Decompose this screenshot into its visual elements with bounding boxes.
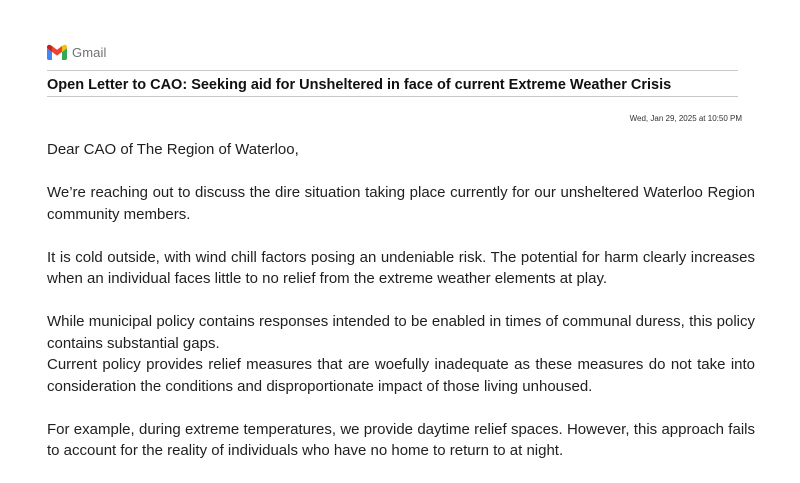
email-body	[47, 139, 755, 483]
email-subject: Open Letter to CAO: Seeking aid for Unsheltered in face of current Extreme Weather Crisis	[47, 77, 672, 93]
email-paragraph: While municipal policy contains responses intended to be enabled in times of communal duress, this policy contains substantial gaps.	[47, 313, 755, 352]
email-paragraph: It is cold outside, with wind chill factors posing an undeniable risk. The potential for harm clearly increases when an individual faces little to no relief from the extreme weather elements at play.	[47, 248, 755, 287]
app-name: Gmail	[72, 44, 107, 60]
gmail-m-logo-icon	[47, 45, 67, 60]
gmail-header	[47, 42, 106, 62]
header-divider-bottom	[47, 96, 738, 97]
email-paragraph: Current policy provides relief measures that are woefully inadequate as these measures do not take into consideration the conditions and disproportionate impact of those living unhoused.	[47, 356, 755, 395]
header-divider-top	[47, 70, 738, 71]
email-timestamp: Wed, Jan 29, 2025 at 10:50 PM	[629, 114, 742, 123]
email-paragraph: For example, during extreme temperatures, we provide daytime relief spaces. However, this approach fails to account for the reality of individuals who have no home to return to at night.	[47, 420, 755, 459]
email-paragraph: We’re reaching out to discuss the dire situation taking place currently for our unsheltered Waterloo Region community members.	[47, 184, 755, 223]
email-greeting: Dear CAO of The Region of Waterloo,	[47, 141, 299, 158]
